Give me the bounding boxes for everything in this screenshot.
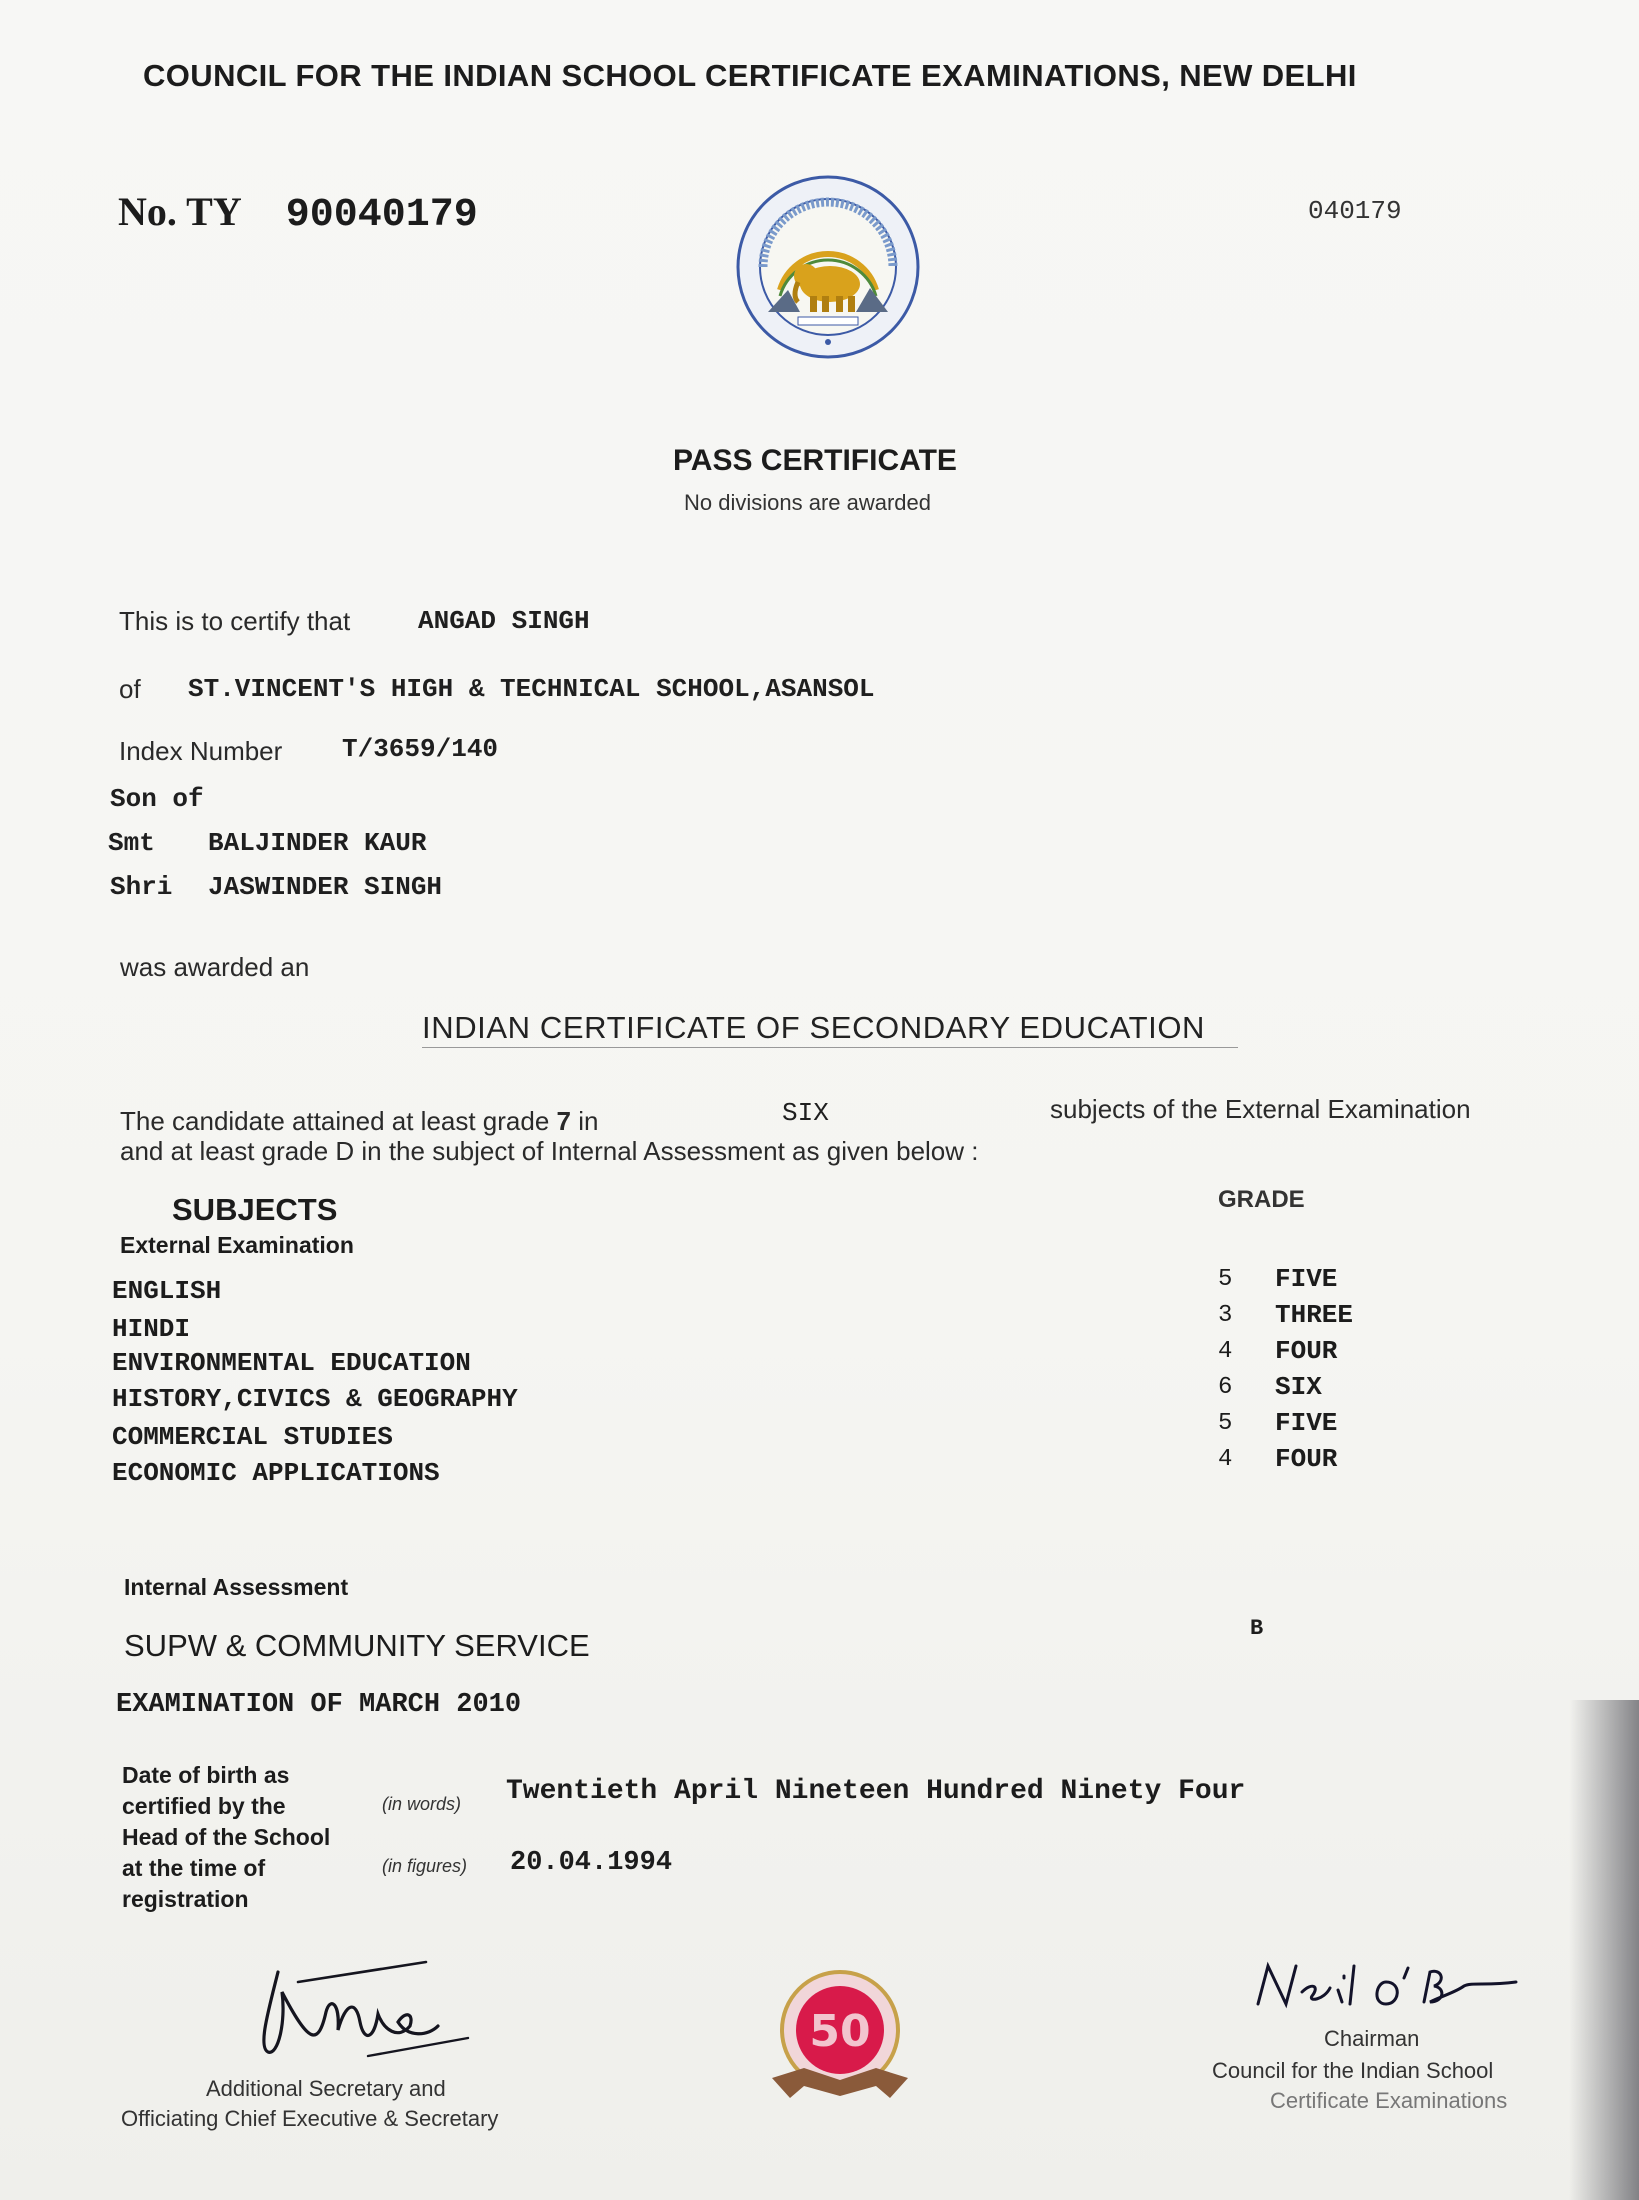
- dob-figures-value: 20.04.1994: [510, 1848, 673, 1878]
- dob-words-label: (in words): [382, 1794, 462, 1814]
- internal-subject: SUPW & COMMUNITY SERVICE: [124, 1628, 590, 1663]
- subjects-heading: SUBJECTS: [172, 1192, 338, 1227]
- certificate-subtitle: No divisions are awarded: [684, 490, 932, 515]
- dob-words-value: Twentieth April Nineteen Hundred Ninety Four: [506, 1776, 1246, 1807]
- subject-grade: 5: [1218, 1266, 1233, 1293]
- external-heading: External Examination: [120, 1232, 354, 1258]
- subject-grade: 3: [1218, 1302, 1233, 1329]
- subject-grade: 6: [1218, 1374, 1233, 1401]
- golden-jubilee-emblem-icon: [760, 1960, 920, 2120]
- dob-label: registration: [122, 1886, 249, 1912]
- subject-name: ECONOMIC APPLICATIONS: [112, 1458, 440, 1488]
- dob-label: Date of birth as: [122, 1762, 290, 1788]
- son-of-label: Son of: [110, 784, 204, 814]
- grade-heading: GRADE: [1218, 1186, 1305, 1213]
- index-value: T/3659/140: [342, 734, 499, 764]
- mother-title: Smt: [108, 828, 155, 858]
- dob-label: certified by the: [122, 1793, 286, 1819]
- dob-label: at the time of: [122, 1855, 266, 1881]
- subject-grade-word: FOUR: [1275, 1336, 1338, 1366]
- subject-name: ENVIRONMENTAL EDUCATION: [112, 1348, 471, 1378]
- mother-name: BALJINDER KAUR: [208, 828, 427, 858]
- photo-shadow: [1569, 1700, 1639, 2200]
- of-label: of: [119, 674, 141, 704]
- dob-figures-label: (in figures): [382, 1856, 468, 1876]
- award-line1-post: subjects of the External Examination: [1050, 1094, 1471, 1124]
- left-signatory-line2: Officiating Chief Executive & Secretary: [121, 2106, 499, 2131]
- serial-number: 040179: [1308, 196, 1402, 226]
- father-title: Shri: [110, 872, 173, 902]
- certify-label: This is to certify that: [119, 606, 351, 636]
- award-line1-pre: The candidate attained at least grade 7 in: [120, 1106, 599, 1136]
- subject-grade: 4: [1218, 1338, 1233, 1365]
- subject-name: ENGLISH: [112, 1276, 222, 1306]
- certificate-number-value: 90040179: [285, 193, 478, 238]
- subject-name: COMMERCIAL STUDIES: [112, 1422, 393, 1452]
- subject-grade-word: FOUR: [1275, 1444, 1338, 1474]
- father-name: JASWINDER SINGH: [208, 872, 443, 902]
- examination-line: EXAMINATION OF MARCH 2010: [116, 1690, 522, 1720]
- subject-name: HINDI: [112, 1314, 191, 1344]
- council-header: COUNCIL FOR THE INDIAN SCHOOL CERTIFICATE EXAMINATIONS, NEW DELHI: [143, 58, 1357, 93]
- subject-grade: 5: [1218, 1410, 1233, 1437]
- award-title: INDIAN CERTIFICATE OF SECONDARY EDUCATION: [422, 1010, 1206, 1045]
- subject-grade-word: FIVE: [1275, 1264, 1338, 1294]
- certificate-number: [118, 188, 478, 238]
- internal-grade: B: [1250, 1616, 1264, 1641]
- index-label: Index Number: [119, 736, 283, 766]
- right-signatory-line2: Council for the Indian School: [1212, 2058, 1494, 2083]
- candidate-name: ANGAD SINGH: [418, 606, 590, 636]
- certificate-number-label: No. TY: [118, 189, 242, 234]
- right-signatory-line1: Chairman: [1324, 2026, 1420, 2051]
- award-title-rule: [422, 1047, 1238, 1048]
- right-signatory-line3: Certificate Examinations: [1270, 2088, 1508, 2113]
- subject-grade-word: THREE: [1275, 1300, 1354, 1330]
- secretary-signature-icon: [238, 1952, 488, 2072]
- certificate-title: PASS CERTIFICATE: [673, 444, 957, 477]
- school-name: ST.VINCENT'S HIGH & TECHNICAL SCHOOL,ASANSOL: [188, 674, 875, 704]
- svg-text:50: 50: [809, 2006, 871, 2057]
- elephant-seal-icon: [728, 172, 928, 362]
- chairman-signature-icon: [1246, 1952, 1526, 2022]
- dob-label: Head of the School: [122, 1824, 331, 1850]
- left-signatory-line1: Additional Secretary and: [206, 2076, 446, 2101]
- subject-grade: 4: [1218, 1446, 1233, 1473]
- award-line1-grade: 7: [556, 1106, 572, 1136]
- award-line2: and at least grade D in the subject of Internal Assessment as given below :: [120, 1136, 979, 1166]
- subject-name: HISTORY,CIVICS & GEOGRAPHY: [112, 1384, 518, 1414]
- award-subject-count: SIX: [782, 1098, 829, 1128]
- internal-heading: Internal Assessment: [124, 1574, 349, 1600]
- subject-grade-word: FIVE: [1275, 1408, 1338, 1438]
- subject-grade-word: SIX: [1275, 1372, 1322, 1402]
- awarded-label: was awarded an: [120, 952, 310, 982]
